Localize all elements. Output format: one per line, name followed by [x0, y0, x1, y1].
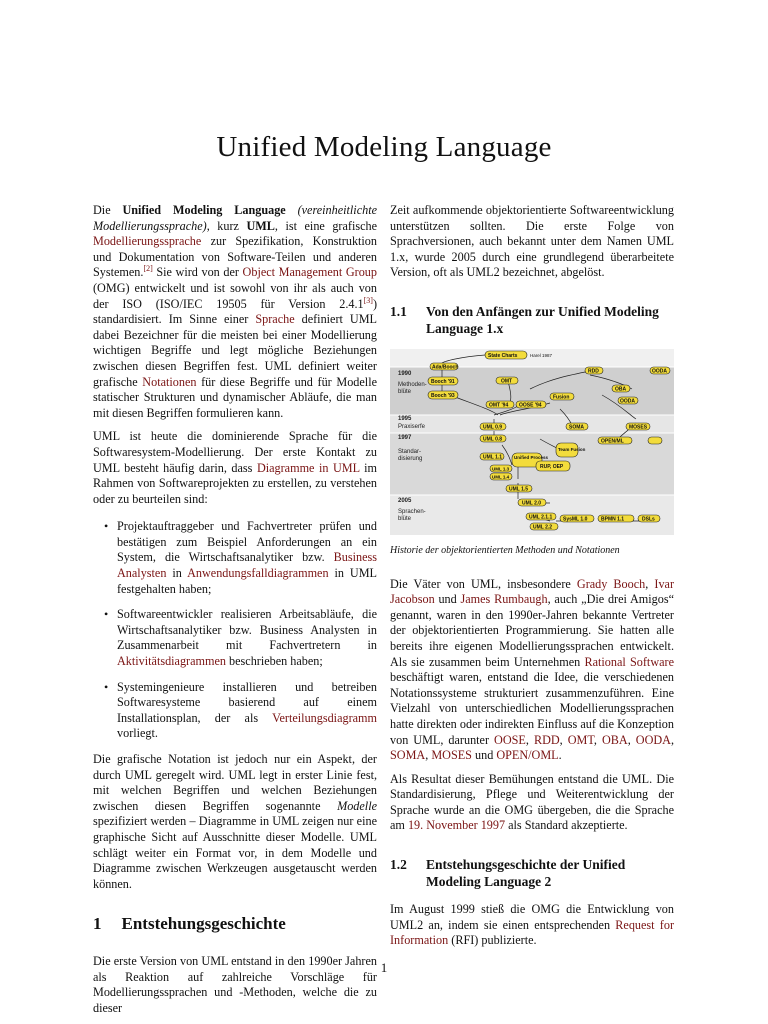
paragraph-dominance: UML ist heute die dominierende Sprache für die Softwaresystem-Modellierung. Der erste Kontakt zu UML besteht häufig darin, dass Diagramme in UML im Rahmen von Softwareprojekten zu erstellen, zu verstehen oder zu beurteilen sind:: [93, 429, 377, 506]
label-1997: 1997: [398, 434, 412, 441]
label-disierung: disierung: [398, 455, 423, 462]
paragraph-notation: Die grafische Notation ist jedoch nur ein Aspekt, der durch UML geregelt wird. UML legt in erster Linie fest, mit welchen Begriffen und welchen Beziehungen zwischen diesen Begriffen sogenannte Modelle spezifiziert werden – Diagramme in UML zeigen nur eine graphische Sicht auf Ausschnitte dieser Modelle. UML schlägt weiter ein Format vor, in dem Modelle und Diagramme zwischen Werkzeugen ausgetauscht werden können.: [93, 752, 377, 891]
label-sprachen: Sprachen-: [398, 508, 426, 515]
node-label-dsls: DSLs: [642, 516, 655, 523]
link-notationen[interactable]: Notationen: [142, 374, 197, 389]
node-label-ooda-top: OODA: [652, 368, 667, 375]
bold-term-uml-full: Unified Modeling Language: [122, 203, 286, 217]
figure-caption: Historie der objektorientierten Methoden und Notationen: [390, 544, 620, 556]
label-1990: 1990: [398, 370, 412, 377]
right-column: [390, 203, 674, 957]
left-column: [93, 203, 377, 1024]
node-label-booch91: Booch '91: [431, 378, 455, 385]
node-label-uml20: UML 2.0: [522, 500, 542, 507]
node-label-rdd: RDD: [588, 368, 599, 375]
link-modellierungssprache[interactable]: Modellierungssprache: [93, 234, 202, 249]
link-aktivitaetsdiagrammen[interactable]: Aktivitätsdiagrammen: [117, 654, 226, 669]
node-label-ada-booch: Ada/Booch: [432, 364, 459, 371]
link-sprache[interactable]: Sprache: [255, 312, 295, 327]
bold-term-uml: UML: [246, 218, 275, 233]
node-label-omt94: OMT '94: [489, 402, 509, 409]
label-1995: 1995: [398, 415, 412, 422]
node-label-moses: MOSES: [629, 424, 648, 431]
label-bluete2: blüte: [398, 515, 412, 522]
node-label-uml14: UML 1.4: [492, 474, 510, 480]
node-label-bpmn: BPMN 1.1: [601, 516, 625, 523]
node-label-rup: RUP, OEP: [540, 463, 564, 470]
node-label-fusion: Fusion: [553, 394, 570, 401]
link-ooda[interactable]: OODA: [635, 732, 671, 747]
paragraph-result: Als Resultat dieser Bemühungen entstand die UML. Die Standardisierung, Pflege und Weiterentwicklung der Sprache wurde an die OMG übergeben, die die Sprache am 19. November 1997 als Standard akzeptierte.: [390, 771, 674, 833]
label-praxis: Praxiserfe: [398, 423, 426, 430]
bullet-list: [93, 519, 377, 742]
paragraph-history-cont: Zeit aufkommende objektorientierte Softwareentwicklung unterstützen sollten. Die erste Folge von Sprachversionen, auch bekannt unter dem Namen UML 1.x, wurde 2005 durch eine grundlegend überarbeitete Version, oft als UML2 bezeichnet, abgelöst.: [390, 203, 674, 280]
history-figure: [390, 349, 674, 535]
history-diagram: [390, 349, 674, 535]
reference-2[interactable]: [2]: [143, 264, 153, 274]
link-request-for-information[interactable]: Request for Information: [390, 917, 674, 948]
node-label-uml21: UML 2.1.1: [529, 514, 553, 521]
label-standard: Standar-: [398, 448, 422, 455]
link-object-management-group[interactable]: Object Management Group: [242, 265, 377, 280]
node-label-uml08: UML 0.8: [483, 436, 503, 443]
link-business-analysten[interactable]: Business Analysten: [117, 550, 377, 581]
subsection-heading-1-1: 1.1 Von den Anfängen zur Unified Modeling Language 1.x: [390, 303, 659, 336]
node-label-oba: OBA: [615, 386, 627, 393]
node-label-soma: SOMA: [569, 424, 584, 431]
node-label-uml11: UML 1.1: [483, 454, 503, 461]
link-verteilungsdiagramm[interactable]: Verteilungsdiagramm: [272, 710, 377, 725]
link-diagramme-in-uml[interactable]: Diagramme in UML: [256, 460, 360, 475]
link-ivar-jacobson[interactable]: Ivar Jacobson: [390, 576, 675, 607]
node-label-unified-process: Unified Process: [514, 454, 549, 460]
node-label-harel: Harel 1987: [530, 352, 553, 358]
link-moses[interactable]: MOSES: [431, 748, 472, 763]
paragraph-history-start: Die erste Version von UML entstand in den 1990er Jahren als Reaktion auf zahlreiche Vorschläge für Modellierungssprachen und -Methoden, welche die zu dieser: [93, 953, 377, 1015]
link-19-november-1997[interactable]: 19. November 1997: [407, 818, 506, 833]
node-label-team-fusion: Team Fusion: [558, 446, 586, 452]
list-item: • Projektauftraggeber und Fachvertreter prüfen und bestätigen zum Beispiel Anforderungen an ein System, die Wirtschaftsanalytiker bzw. Business Analysten in Anwendungsfalldiagrammen in UML festgehalten haben;: [117, 519, 377, 597]
node-label-oose94: OOSE '94: [519, 402, 542, 409]
node-label-openml: OPEN/ML: [601, 438, 624, 445]
link-rational-software[interactable]: Rational Software: [584, 654, 674, 669]
link-james-rumbaugh[interactable]: James Rumbaugh: [460, 592, 548, 607]
section-heading-entstehungsgeschichte: 1 Entstehungsgeschichte: [93, 914, 286, 934]
subsection-heading-1-2: 1.2 Entstehungsgeschichte der Unified Modeling Language 2: [390, 857, 626, 890]
link-grady-booch[interactable]: Grady Booch: [576, 576, 646, 591]
node-label-omt: OMT: [501, 378, 513, 385]
intro-paragraph: Die Unified Modeling Language (vereinheitlichte Modellierungssprache), kurz UML, ist eine grafische Modellierungssprache zur Spezifikation, Konstruktion und Dokumentation von Software-Teilen und anderen Systemen.[2] Sie wird von der Object Management Group (OMG) entwickelt und ist sowohl von ihr als auch von der ISO (ISO/IEC 19505 für Version 2.4.1[3]) standardisiert. Im Sinne einer Sprache definiert UML dabei Bezeichner für die meisten bei einer Modellierung wichtigen Begriffe und legt mögliche Beziehungen zwischen diesen Begriffen fest. UML definiert weiter grafische Notationen für diese Begriffe und für Modelle statischer Strukturen und dynamischer Abläufe, die man mit diesen Begriffen formulieren kann.: [93, 203, 378, 420]
label-bluete: blüte: [398, 388, 412, 395]
link-oose[interactable]: OOSE: [494, 732, 526, 747]
node-label-uml13: UML 1.3: [492, 466, 510, 472]
italic-translation: (vereinheitlichte Modellierungssprache): [93, 203, 377, 233]
link-oba[interactable]: OBA: [601, 732, 628, 747]
paragraph-three-amigos: Die Väter von UML, insbesondere Grady Booch, Ivar Jacobson und James Rumbaugh, auch „Die drei Amigos“ genannt, waren in den 1990er-Jahren bekannte Vertreter der objektorientierten Programmierung. Sie hatten alle bereits ihre eigenen Modellierungssprachen entwickelt. Als sie zusammen beim Unternehmen Rational Software beschäftigt waren, entstand die Idee, die verschiedenen Notationssysteme strukturiert zusammenzuführen. Eine Vielzahl von unterschiedlichen Modellierungssprachen hatte direkten oder indirekten Einfluss auf die Konzeption von UML, darunter OOSE, RDD, OMT, OBA, OODA, SOMA, MOSES und OPEN/OML.: [390, 576, 675, 763]
list-item: • Softwareentwickler realisieren Arbeitsabläufe, die Wirtschaftsanalytiker bzw. Business Analysten in Zusammenarbeit mit Fachvertretern in Aktivitätsdiagrammen beschrieben haben;: [117, 607, 377, 669]
link-anwendungsfalldiagrammen[interactable]: Anwendungsfalldiagrammen: [187, 566, 329, 581]
paragraph-uml2: Im August 1999 stieß die OMG die Entwicklung von UML2 an, indem sie einen entsprechenden Request for Information (RFI) publizierte.: [390, 902, 674, 948]
node-label-uml09: UML 0.9: [483, 424, 503, 431]
node-label-ooda: OODA: [620, 398, 635, 405]
link-soma[interactable]: SOMA: [390, 748, 426, 763]
label-methoden: Methoden-: [398, 381, 427, 388]
link-open-oml[interactable]: OPEN/OML: [496, 748, 559, 763]
page-title: Unified Modeling Language: [216, 131, 552, 164]
link-omt[interactable]: OMT: [567, 732, 594, 747]
node-oml-end: [648, 437, 662, 444]
node-label-uml15: UML 1.5: [509, 486, 529, 493]
node-label-sysml: SysML 1.0: [563, 516, 588, 523]
node-label-state-charts: State Charts: [488, 352, 518, 359]
page-number: 1: [380, 960, 388, 975]
label-2005: 2005: [398, 497, 412, 504]
italic-modelle: Modelle: [337, 798, 377, 813]
reference-3[interactable]: [3]: [363, 295, 373, 305]
node-label-booch93: Booch '93: [431, 392, 455, 399]
link-rdd[interactable]: RDD: [533, 732, 560, 747]
list-item: • Systemingenieure installieren und betreiben Softwaresysteme basierend auf einem Installationsplan, der als Verteilungsdiagramm vorliegt.: [117, 680, 377, 742]
node-label-uml22: UML 2.2: [533, 524, 553, 531]
